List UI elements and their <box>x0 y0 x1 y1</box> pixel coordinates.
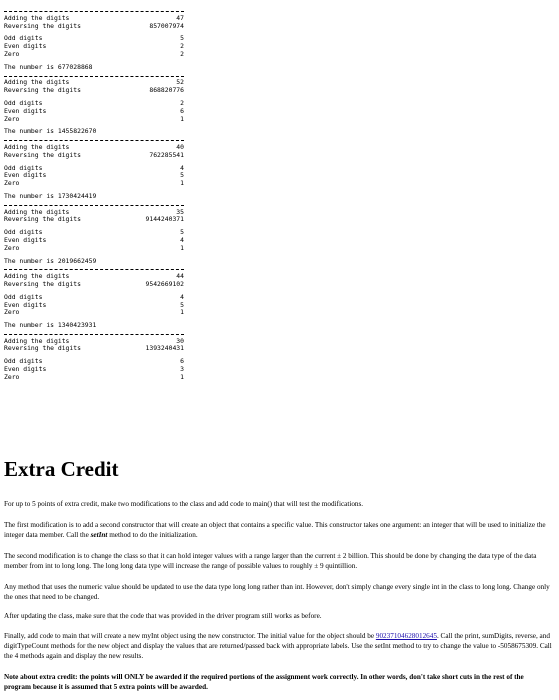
reversing-row: Reversing the digits 857007974 <box>4 21 184 30</box>
paragraph-constructor: The first modification is to add a second constructor that will create an object that contains a specific value. This constructor takes one argument: an integer that will be used to initialize the integer data member. Call the setInt method to do the initialization. <box>4 521 546 539</box>
setint-emphasis: setInt <box>90 531 108 539</box>
reversing-row: Reversing the digits 1393240431 <box>4 344 184 353</box>
even-row: Even digits 5 <box>4 171 184 180</box>
zero-row: Zero 1 <box>4 179 184 188</box>
adding-row: Adding the digits 30 <box>4 336 184 345</box>
divider <box>4 201 184 209</box>
adding-row: Adding the digits 47 <box>4 13 184 22</box>
odd-row: Odd digits 4 <box>4 292 184 301</box>
zero-row: Zero 1 <box>4 308 184 317</box>
zero-row: Zero 1 <box>4 114 184 123</box>
extra-credit-heading: Extra Credit <box>4 457 119 481</box>
odd-row: Odd digits 5 <box>4 228 184 237</box>
divider <box>4 136 184 144</box>
zero-row: Zero 1 <box>4 243 184 252</box>
adding-row: Adding the digits 44 <box>4 272 184 281</box>
paragraph-long-long: The second modification is to change the class so that it can hold integer values with a range larger than the current ± 2 billion. This should be done by changing the data type of the data member from int to long long. The long long data type will increase the range of possible values to roughly ± 9 quintillion. <box>4 552 537 570</box>
zero-row: Zero 1 <box>4 372 184 381</box>
adding-row: Adding the digits 40 <box>4 142 184 151</box>
even-row: Even digits 4 <box>4 235 184 244</box>
adding-row: Adding the digits 35 <box>4 207 184 216</box>
number-line: The number is 1730424419 <box>4 191 97 200</box>
initial-value-link[interactable]: 90237104628012645 <box>375 632 437 640</box>
paragraph-main: Finally, add code to main that will create a new myInt object using the new constructor. The initial value for the object should be 90237104628012645. Call the print, sumDigits, reverse, and digitTypeCount methods for the new object and display the values that are returned/passed back with appropriate labels. Use the setInt method to try to change the value to -5058675309. Call the 4 methods again and display the new results. <box>4 632 552 660</box>
console-output <box>4 7 184 387</box>
paragraph-methods: Any method that uses the numeric value should be updated to use the data type long long rather than int. However, don't simply change every single int in the class to long long. Change only the ones that need to be changed. <box>4 583 550 601</box>
even-row: Even digits 3 <box>4 365 184 374</box>
paragraph-intro: For up to 5 points of extra credit, make two modifications to the class and add code to main() that will test the modifications. <box>4 500 364 508</box>
odd-row: Odd digits 6 <box>4 357 184 366</box>
odd-row: Odd digits 2 <box>4 98 184 107</box>
odd-row: Odd digits 4 <box>4 163 184 172</box>
zero-row: Zero 2 <box>4 49 184 58</box>
reversing-row: Reversing the digits 762285541 <box>4 150 184 159</box>
divider <box>4 330 184 338</box>
reversing-row: Reversing the digits 868820776 <box>4 86 184 95</box>
even-row: Even digits 2 <box>4 42 184 51</box>
reversing-row: Reversing the digits 9144240371 <box>4 215 184 224</box>
reversing-row: Reversing the digits 9542669102 <box>4 279 184 288</box>
adding-row: Adding the digits 52 <box>4 78 184 87</box>
paragraph-note: Note about extra credit: the points will ONLY be awarded if the required portions of the assignment work correctly. In other words, don't take short cuts in the rest of the program because it is assumed that 5 extra points will be awarded. <box>4 673 524 691</box>
number-line: The number is 2019662459 <box>4 256 97 265</box>
number-line: The number is 1340423931 <box>4 321 97 330</box>
paragraph-driver: After updating the class, make sure that the code that was provided in the driver program still works as before. <box>4 612 322 620</box>
divider <box>4 265 184 273</box>
divider <box>4 72 184 80</box>
number-line: The number is 1455822670 <box>4 127 97 136</box>
number-line: The number is 677028868 <box>4 62 93 71</box>
odd-row: Odd digits 5 <box>4 34 184 43</box>
output-blocks <box>4 64 184 387</box>
even-row: Even digits 6 <box>4 106 184 115</box>
divider <box>4 7 184 15</box>
even-row: Even digits 5 <box>4 300 184 309</box>
